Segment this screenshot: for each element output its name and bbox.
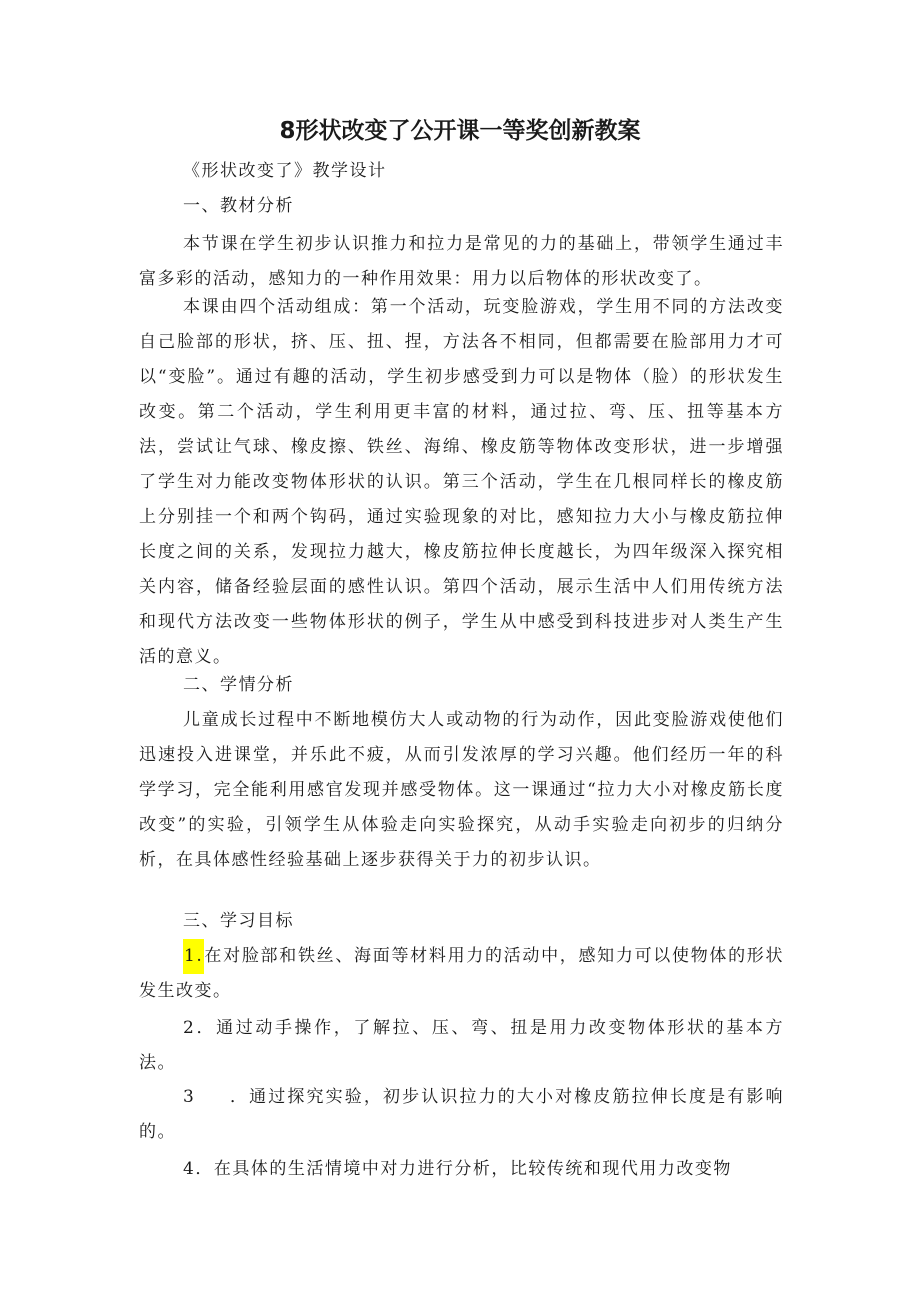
objective-number-2: 2 [183, 1018, 196, 1038]
section-heading-materials: 一、教材分析 [183, 196, 294, 216]
objective-item-3 [139, 1080, 784, 1150]
objective-text-1: 在对脸部和铁丝、海面等材料用力的活动中，感知力可以使物体的形状发生改变。 [139, 946, 784, 1001]
objective-item-2 [139, 1011, 784, 1081]
section-heading-objectives: 三、学习目标 [183, 911, 294, 931]
objective-item-1 [139, 939, 784, 1009]
objective-item-4 [139, 1152, 784, 1187]
objective-number-3: 3 [183, 1087, 196, 1107]
objective-text-3: ．通过探究实验，初步认识拉力的大小对橡皮筋拉伸长度是有影响的。 [139, 1087, 784, 1142]
materials-paragraph-1: 本节课在学生初步认识推力和拉力是常见的力的基础上，带领学生通过丰富多彩的活动，感知力的一种作用效果：用力以后物体的形状改变了。 [139, 234, 784, 289]
objective-number-4: 4 [183, 1159, 196, 1179]
document-title: 8形状改变了公开课一等奖创新教案 [279, 118, 641, 144]
materials-paragraph-2: 本课由四个活动组成：第一个活动，玩变脸游戏，学生用不同的方法改变自己脸部的形状，挤、压、扭、捏，方法各不相同，但都需要在脸部用力才可以“变脸”。通过有趣的活动，学生初步感受到力可以是物体（脸）的形状发生改变。第二个活动，学生利用更丰富的材料，通过拉、弯、压、扭等基本方法，尝试让气球、橡皮擦、铁丝、海绵、橡皮筋等物体改变形状，进一步增强了学生对力能改变物体形状的认识。第三个活动，学生在几根同样长的橡皮筋上分别挂一个和两个钩码，通过实验现象的对比，感知拉力大小与橡皮筋拉伸长度之间的关系，发现拉力越大，橡皮筋拉伸长度越长，为四年级深入探究相关内容，储备经验层面的感性认识。第四个活动，展示生活中人们用传统方法和现代方法改变一些物体形状的例子，学生从中感受到科技进步对人类生产生活的意义。 [139, 297, 784, 667]
learners-paragraph-1: 儿童成长过程中不断地模仿大人或动物的行为动作，因此变脸游戏使他们迅速投入进课堂，并乐此不疲，从而引发浓厚的学习兴趣。他们经历一年的科学学习，完全能利用感官发现并感受物体。这一课通过“拉力大小对橡皮筋长度改变”的实验，引领学生从体验走向实验探究，从动手实验走向初步的归纳分析，在具体感性经验基础上逐步获得关于力的初步认识。 [139, 710, 784, 870]
document-subtitle: 《形状改变了》教学设计 [183, 161, 387, 181]
objective-number-1: 1. [183, 939, 204, 974]
objective-text-4: ．在具体的生活情境中对力进行分析，比较传统和现代用力改变物 [195, 1159, 732, 1179]
objective-text-2: ．通过动手操作，了解拉、压、弯、扭是用力改变物体形状的基本方法。 [139, 1018, 784, 1073]
section-heading-learners: 二、学情分析 [183, 675, 294, 695]
